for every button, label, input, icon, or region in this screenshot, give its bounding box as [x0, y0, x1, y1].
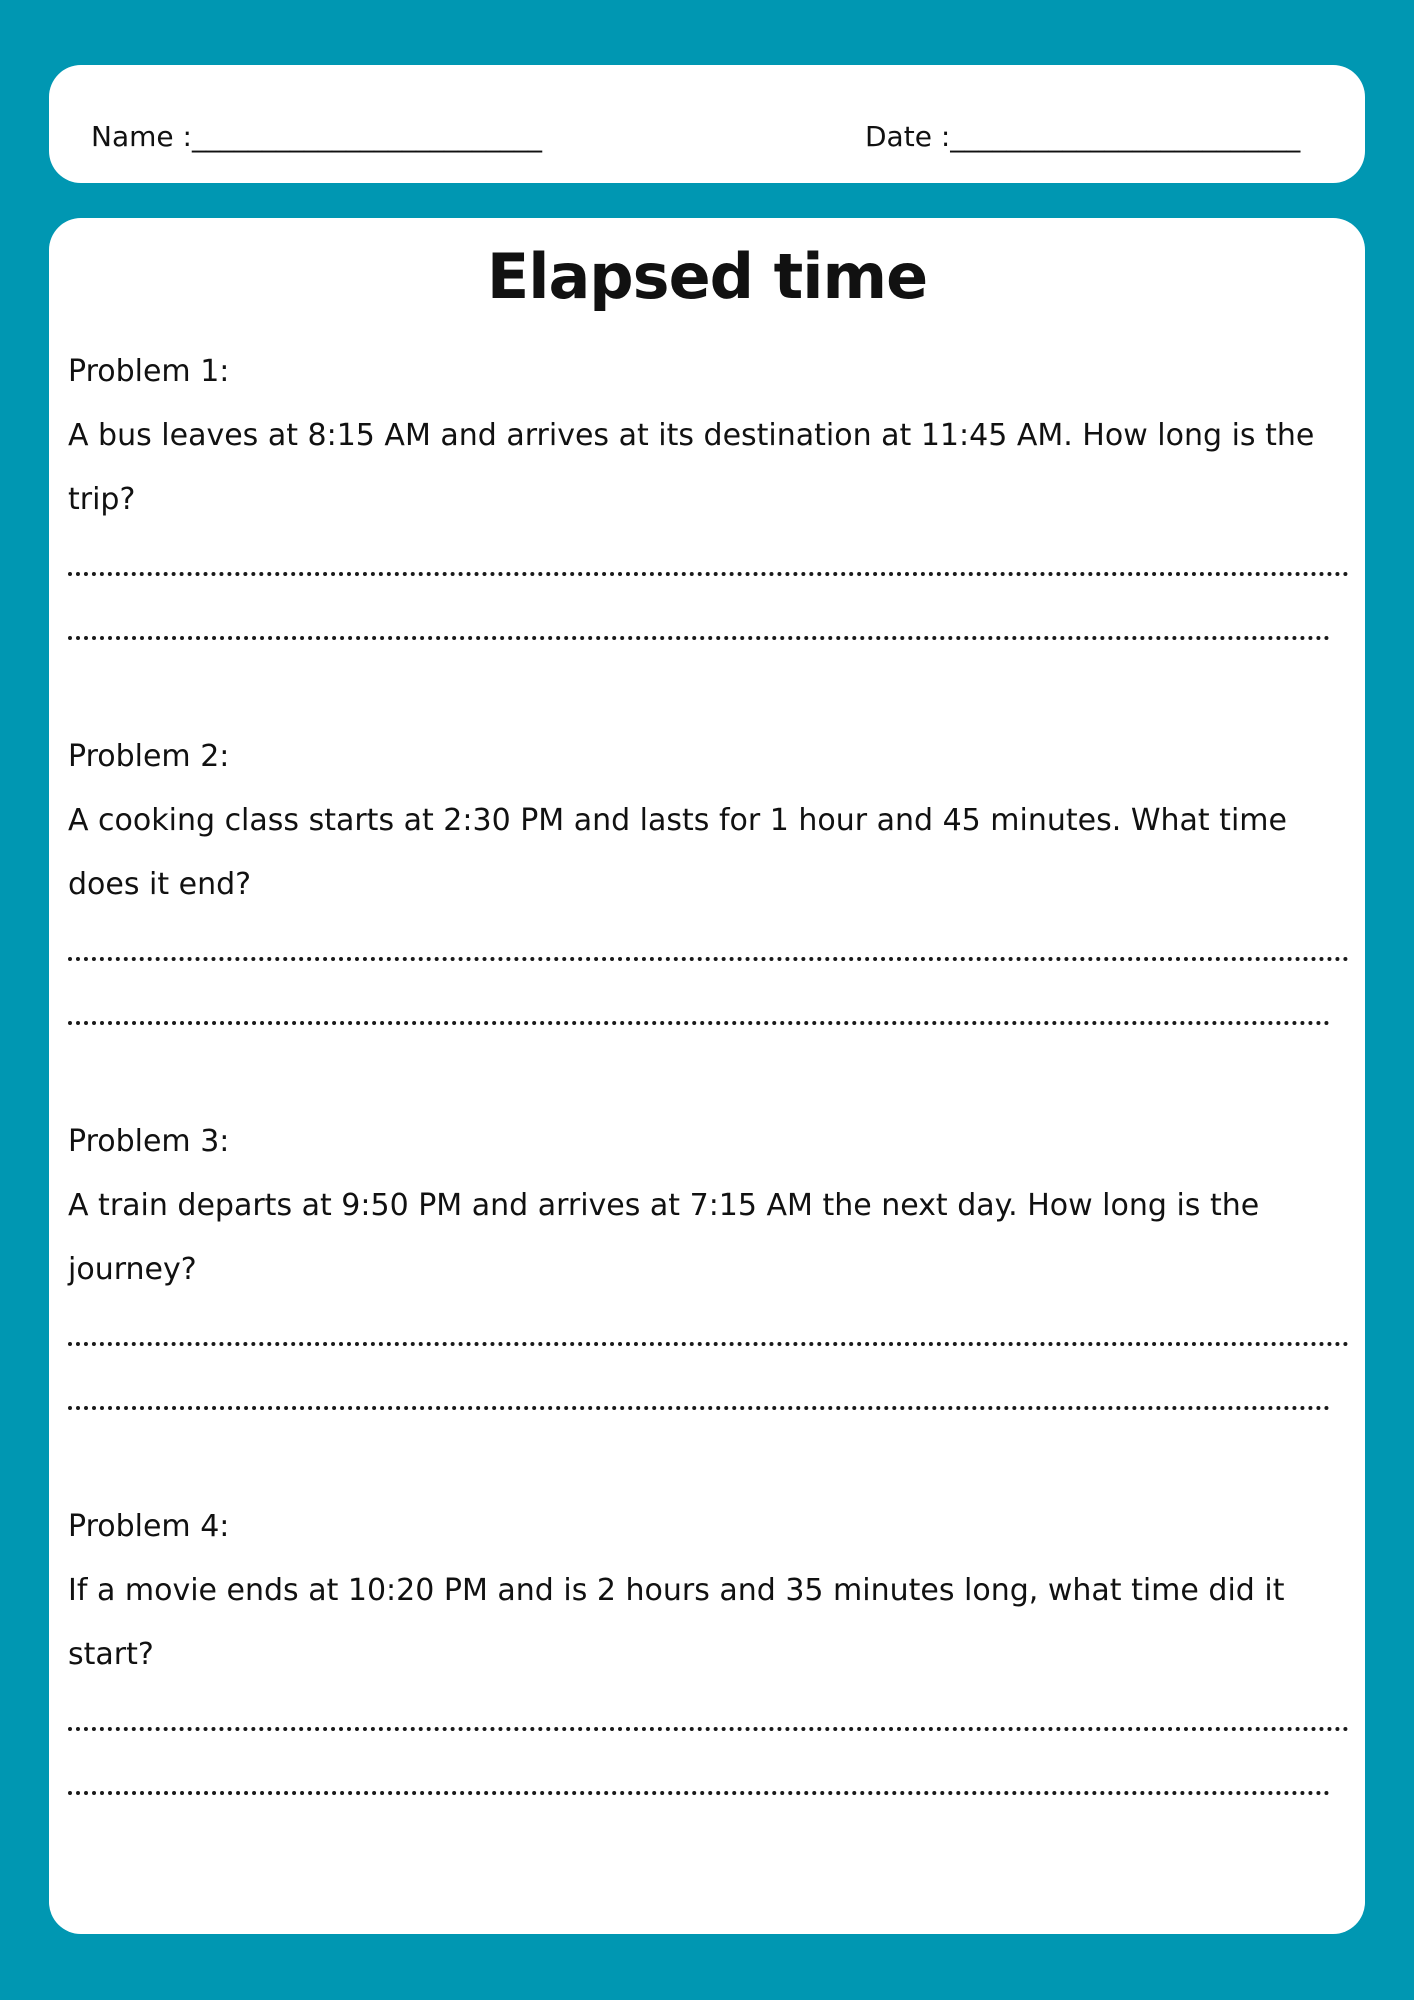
problem-text: A train departs at 9:50 PM and arrives at 7:15 AM the next day. How long is the journey?	[68, 1188, 1260, 1287]
problem-label: Problem 4:	[68, 1509, 230, 1544]
problem-2	[68, 725, 1353, 917]
problem-4	[68, 1495, 1353, 1687]
answer-line	[68, 1021, 1330, 1025]
problem-label: Problem 3:	[68, 1124, 230, 1159]
name-field: Name :_________________________	[91, 120, 542, 153]
problem-text: A bus leaves at 8:15 AM and arrives at its destination at 11:45 AM. How long is the trip?	[68, 418, 1315, 517]
answer-line	[68, 1406, 1330, 1410]
problem-text: A cooking class starts at 2:30 PM and lasts for 1 hour and 45 minutes. What time does it end?	[68, 803, 1287, 902]
answer-line	[68, 1791, 1330, 1795]
answer-line	[68, 636, 1330, 640]
problem-label: Problem 2:	[68, 739, 230, 774]
date-field: Date :_________________________	[865, 120, 1301, 153]
problem-1	[68, 340, 1353, 532]
answer-line	[68, 572, 1349, 576]
answer-line	[68, 1727, 1349, 1731]
answer-line	[68, 957, 1349, 961]
problem-label: Problem 1:	[68, 354, 230, 389]
page-title: Elapsed time	[486, 240, 928, 313]
problem-3	[68, 1110, 1353, 1302]
worksheet-card	[49, 218, 1365, 1934]
problem-text: If a movie ends at 10:20 PM and is 2 hours and 35 minutes long, what time did it start?	[68, 1573, 1285, 1672]
answer-line	[68, 1342, 1349, 1346]
header-card	[49, 65, 1365, 183]
